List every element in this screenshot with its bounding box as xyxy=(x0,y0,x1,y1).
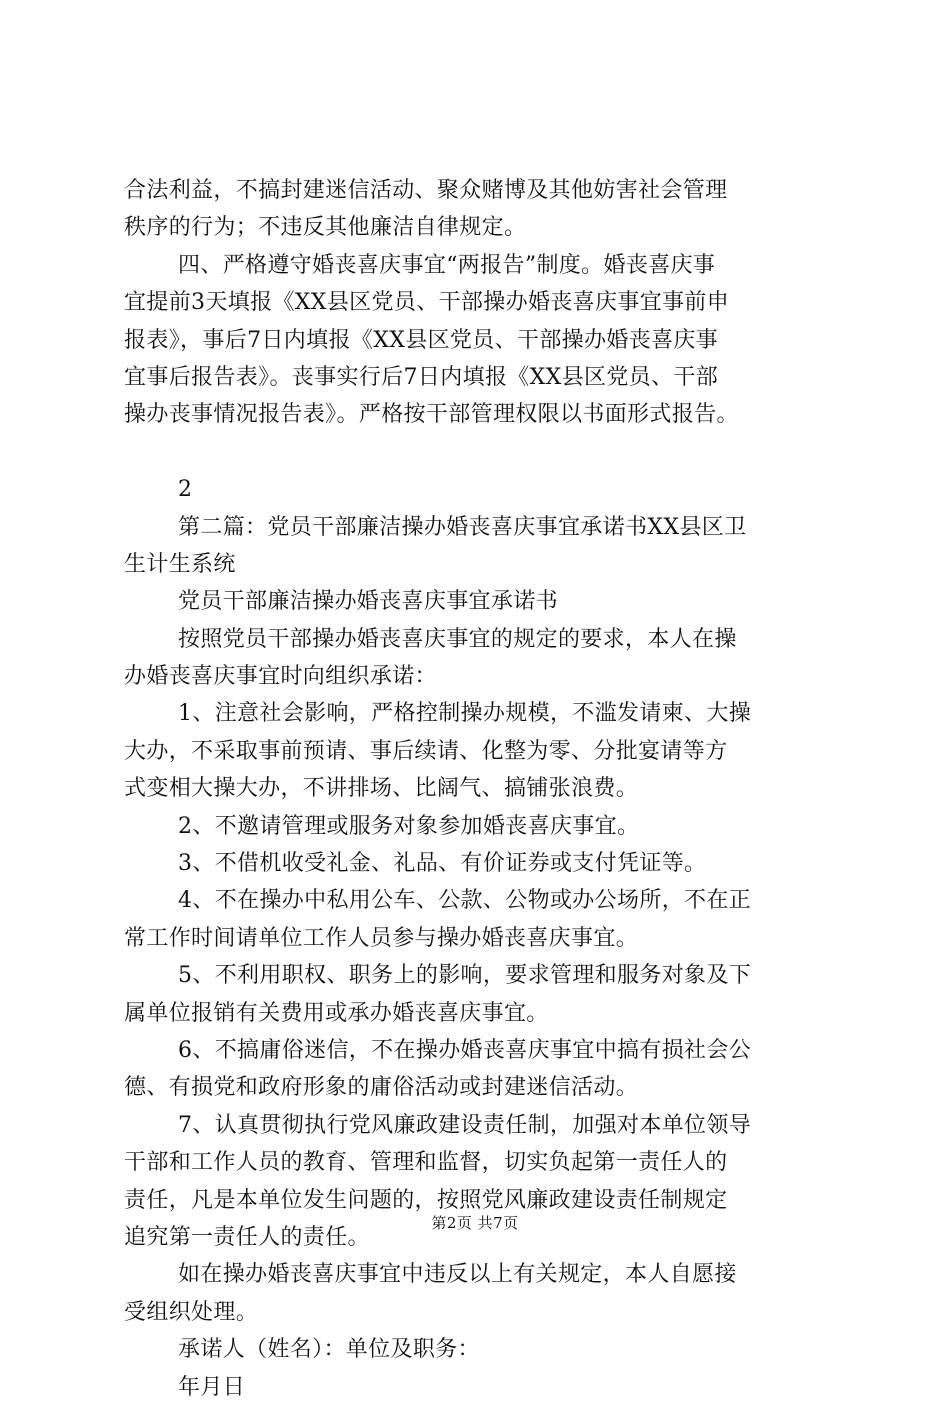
blank-line xyxy=(124,434,834,471)
text-line: 四、严格遵守婚丧喜庆事宜“两报告”制度。婚丧喜庆事 xyxy=(178,252,716,278)
text-line: 追究第一责任人的责任。 xyxy=(124,1224,370,1250)
text-line: 德、有损党和政府形象的庸俗活动或封建迷信活动。 xyxy=(124,1075,639,1101)
text-line: 责任，凡是本单位发生问题的，按照党风廉政建设责任制规定 xyxy=(124,1187,728,1213)
page-marker: 2 xyxy=(178,477,192,503)
text-line: 承诺人（姓名）：单位及职务： xyxy=(178,1337,480,1363)
text-line: 生计生系统 xyxy=(124,551,236,577)
text-line: 常工作时间请单位工作人员参与操办婚丧喜庆事宜。 xyxy=(124,925,639,951)
text-line: 受组织处理。 xyxy=(124,1299,259,1325)
text-line: 6、不搞庸俗迷信，不在操办婚丧喜庆事宜中搞有损社会公 xyxy=(178,1037,752,1063)
text-line: 大办，不采取事前预请、事后续请、化整为零、分批宴请等方 xyxy=(124,738,728,764)
text-line: 秩序的行为；不违反其他廉洁自律规定。 xyxy=(124,215,527,241)
text-line: 3、不借机收受礼金、礼品、有价证券或支付凭证等。 xyxy=(178,851,707,877)
text-line: 操办丧事情况报告表》。严格按干部管理权限以书面形式报告。 xyxy=(124,402,739,428)
text-line: 党员干部廉洁操办婚丧喜庆事宜承诺书 xyxy=(178,589,558,615)
text-line: 5、不利用职权、职务上的影响，要求管理和服务对象及下 xyxy=(178,963,752,989)
text-line: 式变相大操大办，不讲排场、比阔气、搞铺张浪费。 xyxy=(124,776,639,802)
text-line: 1、注意社会影响，严格控制操办规模，不滥发请柬、大操 xyxy=(178,701,752,727)
section-two-paragraphs xyxy=(124,509,834,1406)
text-line: 4、不在操办中私用公车、公款、公物或办公场所，不在正 xyxy=(178,888,752,914)
text-line: 宜提前3天填报《XX县区党员、干部操办婚丧喜庆事宜事前申 xyxy=(124,290,730,316)
text-line: 干部和工作人员的教育、管理和监督，切实负起第一责任人的 xyxy=(124,1150,728,1176)
text-line: 7、认真贯彻执行党风廉政建设责任制，加强对本单位领导 xyxy=(178,1112,752,1138)
section-one-paragraphs xyxy=(124,172,834,434)
text-line: 第二篇：党员干部廉洁操办婚丧喜庆事宜承诺书XX县区卫 xyxy=(178,514,747,540)
text-line: 报表》，事后7日内填报《XX县区党员、干部操办婚丧喜庆事 xyxy=(124,327,719,353)
text-line: 办婚丧喜庆事宜时向组织承诺： xyxy=(124,664,437,690)
text-line: 按照党员干部操办婚丧喜庆事宜的规定的要求，本人在操 xyxy=(178,626,737,652)
text-line: 年月日 xyxy=(178,1374,246,1400)
text-line: 合法利益，不搞封建迷信活动、聚众赌博及其他妨害社会管理 xyxy=(124,178,728,203)
text-line: 如在操办婚丧喜庆事宜中违反以上有关规定，本人自愿接 xyxy=(178,1262,737,1288)
text-line: 宜事后报告表》。丧事实行后7日内填报《XX县区党员、干部 xyxy=(124,364,719,390)
text-line: 属单位报销有关费用或承办婚丧喜庆事宜。 xyxy=(124,1000,549,1026)
page-footer: 第2页 共7页 xyxy=(431,1214,519,1232)
text-line: 2、不邀请管理或服务对象参加婚丧喜庆事宜。 xyxy=(178,813,640,839)
